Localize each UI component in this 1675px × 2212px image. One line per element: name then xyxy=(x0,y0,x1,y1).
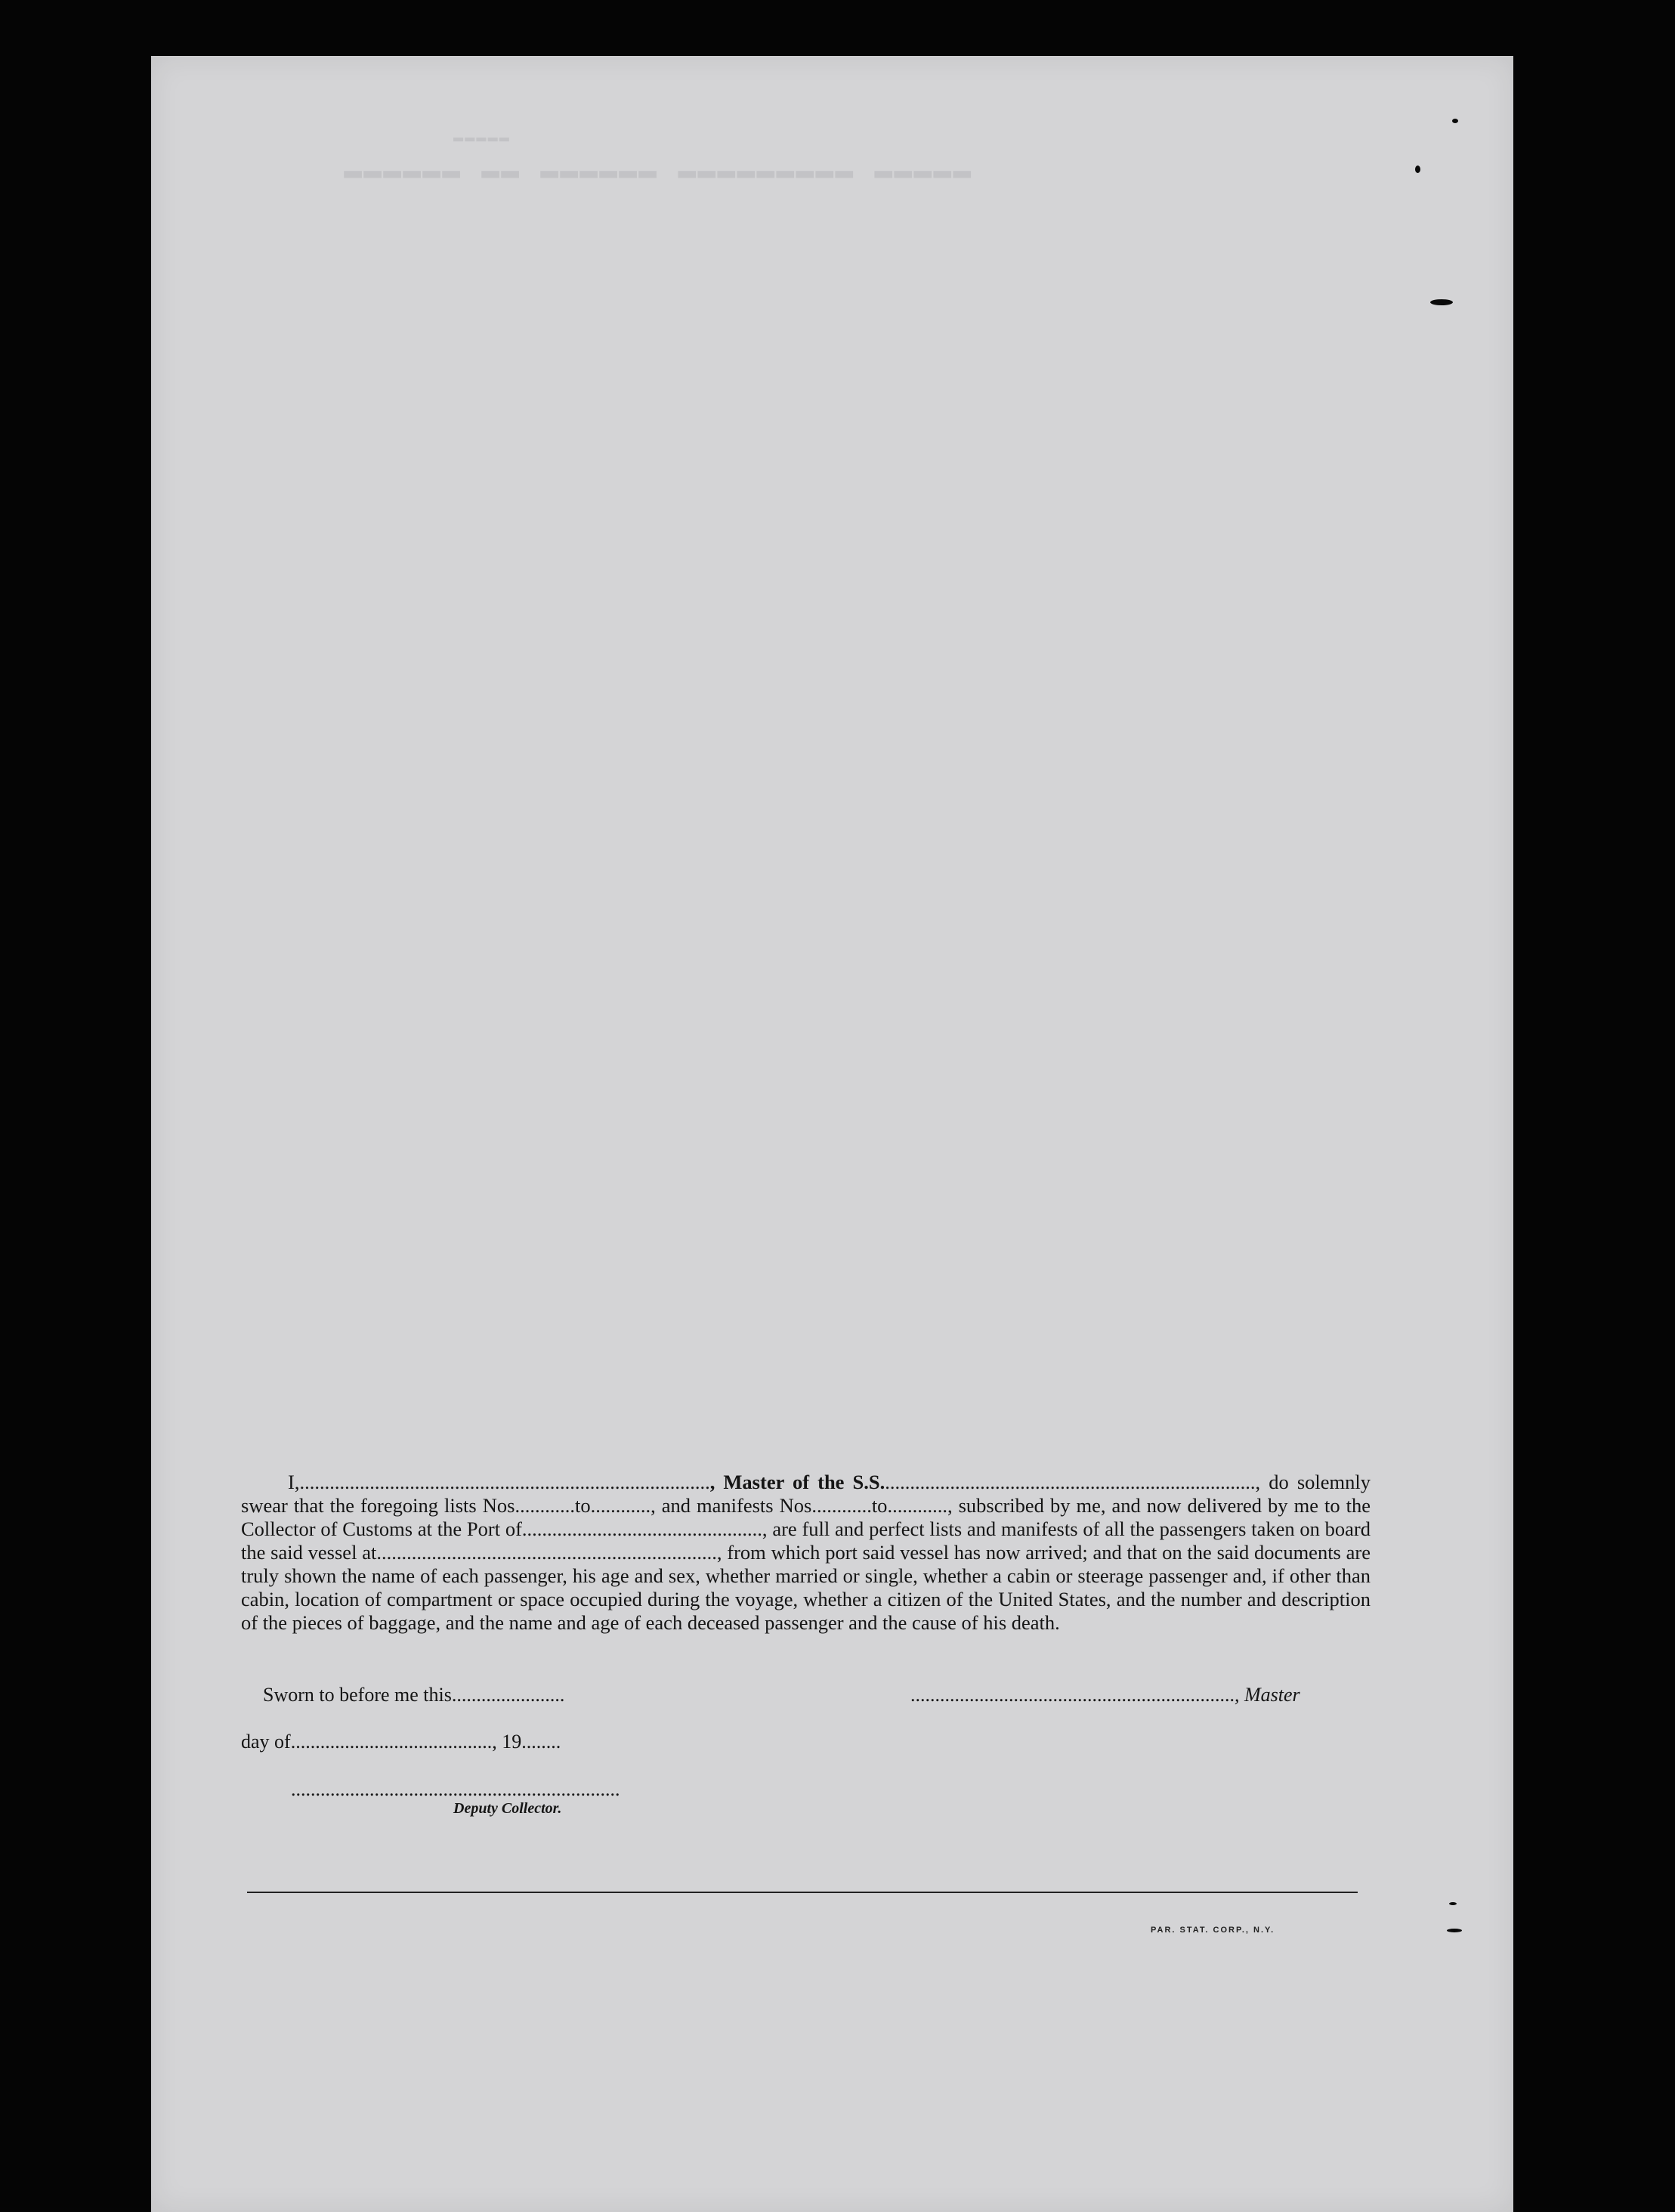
scan-speck xyxy=(1449,1902,1457,1905)
bleed-through-text: ▬▬▬▬▬ xyxy=(453,128,511,147)
day-of-line: day of........................................., 19........ xyxy=(241,1731,561,1753)
scan-speck xyxy=(1430,299,1453,305)
sworn-line: Sworn to before me this....................... xyxy=(263,1684,565,1706)
printer-imprint: PAR. STAT. CORP., N.Y. xyxy=(1151,1926,1275,1935)
deputy-collector-label: Deputy Collector. xyxy=(453,1800,562,1817)
deputy-signature-line: ................................................................... xyxy=(291,1778,620,1800)
horizontal-rule xyxy=(247,1892,1358,1893)
scan-speck xyxy=(1452,119,1458,123)
document-page xyxy=(151,56,1513,2212)
bleed-through-text: ▬▬▬▬▬▬ ▬▬ ▬▬▬▬▬▬ ▬▬▬▬▬▬▬▬▬ ▬▬▬▬▬ xyxy=(344,155,973,189)
master-oath-paragraph: I,.................................................................................., Master of the S.S..........................................................................., do solemnly swear that the foregoing lists Nos............to............, and manifests Nos............to............, subscribed by me, and now delivered by me to the Collector of Customs at the Port of................................................, are full and perfect lists and manifests of all the passengers taken on board the said vessel at...................................................................., from which port said vessel has now arrived; and that on the said documents are truly shown the name of each passenger, his age and sex, whether married or single, whether a cabin or steerage passenger and, if other than cabin, location of compartment or space occupied during the voyage, whether a citizen of the United States, and the number and description of the pieces of baggage, and the name and age of each deceased passenger and the cause of his death. xyxy=(241,1471,1371,1634)
scan-speck xyxy=(1415,166,1420,173)
master-signature-line: .................................................................., Master xyxy=(910,1684,1300,1706)
scan-speck xyxy=(1447,1929,1462,1932)
